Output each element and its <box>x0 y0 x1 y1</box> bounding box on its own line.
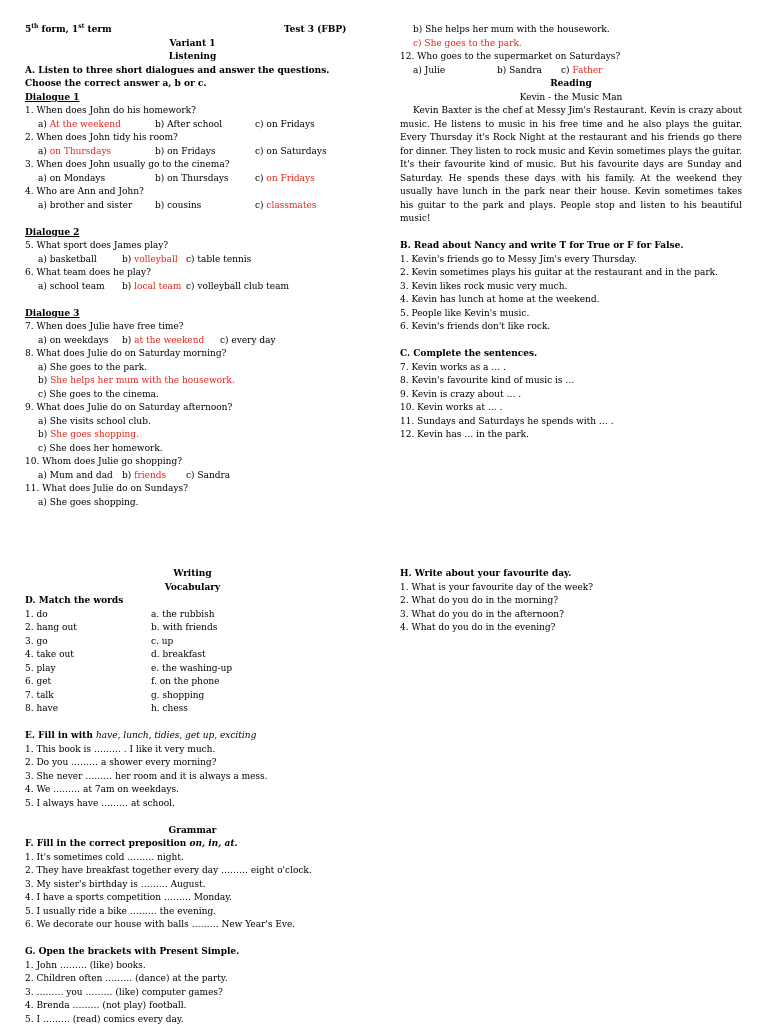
correct-answer: local team <box>134 282 181 292</box>
match-right: d. breakfast <box>151 649 206 663</box>
dialogue-heading: Dialogue 1 <box>25 92 360 106</box>
task-item: 2. Do you ……… a shower every morning? <box>25 757 360 771</box>
correct-answer: on Fridays <box>266 174 314 184</box>
task-item: 2. Children often ……… (dance) at the party. <box>25 973 360 987</box>
correct-answer: She helps her mum with the housework. <box>50 376 235 386</box>
task-item: 7. Kevin works as a … . <box>400 362 742 376</box>
answer-options: a) At the weekend b) After school c) on Fridays <box>25 119 360 133</box>
question: 2. When does John tidy his room? <box>25 132 360 146</box>
answer-option: a) She goes shopping. <box>25 497 360 511</box>
dialogue-heading: Dialogue 3 <box>25 308 360 322</box>
task-heading: F. Fill in the correct preposition on, in, at. <box>25 838 360 852</box>
question: 10. Whom does Julie go shopping? <box>25 456 360 470</box>
match-left: 1. do <box>25 609 151 623</box>
right-bottom-column <box>400 568 742 636</box>
task-heading: H. Write about your favourite day. <box>400 568 742 582</box>
answer-options: a) school team b) local team c) volleyball club team <box>25 281 360 295</box>
match-right: g. shopping <box>151 690 204 704</box>
answer-options: a) Mum and dad b) friends c) Sandra <box>25 470 360 484</box>
task-item: 8. Kevin's favourite kind of music is … <box>400 375 742 389</box>
correct-answer: Father <box>572 66 602 76</box>
answer-option: a) She goes to the park. <box>25 362 360 376</box>
answer-option: b) She goes shopping. <box>25 429 360 443</box>
task-item: 2. What do you do in the morning? <box>400 595 742 609</box>
task-heading: G. Open the brackets with Present Simple. <box>25 946 360 960</box>
match-right: a. the rubbish <box>151 609 215 623</box>
header-line <box>25 24 360 38</box>
right-column <box>400 24 742 443</box>
task-item: 1. It's sometimes cold ……… night. <box>25 852 360 866</box>
task-item: 3. She never ……… her room and it is always a mess. <box>25 771 360 785</box>
instruction-a: A. Listen to three short dialogues and answer the questions. Choose the correct answer a, b or c. <box>25 65 360 92</box>
task-item: 1. Kevin's friends go to Messy Jim's every Thursday. <box>400 254 742 268</box>
question: 1. When does John do his homework? <box>25 105 360 119</box>
match-left: 3. go <box>25 636 151 650</box>
question: 8. What does Julie do on Saturday morning? <box>25 348 360 362</box>
correct-answer: c) She goes to the park. <box>400 38 742 52</box>
answer-options: a) Julie b) Sandra c) Father <box>400 65 742 79</box>
correct-answer: at the weekend <box>134 336 204 346</box>
task-item: 5. I usually ride a bike ……… the evening. <box>25 906 360 920</box>
task-item: 4. Brenda ……… (not play) football. <box>25 1000 360 1014</box>
answer-options: a) on Mondays b) on Thursdays c) on Fridays <box>25 173 360 187</box>
correct-answer: At the weekend <box>50 120 121 130</box>
match-left: 5. play <box>25 663 151 677</box>
match-right: b. with friends <box>151 622 217 636</box>
task-item: 6. We decorate our house with balls ……… New Year's Eve. <box>25 919 360 933</box>
answer-option: c) She does her homework. <box>25 443 360 457</box>
match-right: c. up <box>151 636 173 650</box>
question: 4. Who are Ann and John? <box>25 186 360 200</box>
task-item: 11. Sundays and Saturdays he spends with … . <box>400 416 742 430</box>
task-item: 4. I have a sports competition ……… Monday. <box>25 892 360 906</box>
match-right: h. chess <box>151 703 188 717</box>
task-item: 4. We ……… at 7am on weekdays. <box>25 784 360 798</box>
answer-option: a) She visits school club. <box>25 416 360 430</box>
section-heading: Vocabulary <box>25 582 360 596</box>
task-item: 4. Kevin has lunch at home at the weekend. <box>400 294 742 308</box>
correct-answer: friends <box>134 471 166 481</box>
task-item: 1. This book is ……… . I like it very much. <box>25 744 360 758</box>
task-item: 10. Kevin works at … . <box>400 402 742 416</box>
answer-option: c) She goes to the cinema. <box>25 389 360 403</box>
question: 6. What team does he play? <box>25 267 360 281</box>
question: 3. When does John usually go to the cinema? <box>25 159 360 173</box>
question: 12. Who goes to the supermarket on Saturdays? <box>400 51 742 65</box>
task-item: 4. What do you do in the evening? <box>400 622 742 636</box>
answer-options: a) on weekdays b) at the weekend c) every day <box>25 335 360 349</box>
match-left: 7. talk <box>25 690 151 704</box>
section-heading: Listening <box>25 51 360 65</box>
task-heading: D. Match the words <box>25 595 360 609</box>
answer-options: a) on Thursdays b) on Fridays c) on Saturdays <box>25 146 360 160</box>
question: 9. What does Julie do on Saturday afternoon? <box>25 402 360 416</box>
match-row <box>25 676 360 690</box>
answer-options: a) brother and sister b) cousins c) classmates <box>25 200 360 214</box>
section-heading: Writing <box>25 568 360 582</box>
match-left: 6. get <box>25 676 151 690</box>
task-item: 1. John ……… (like) books. <box>25 960 360 974</box>
answer-options: a) basketball b) volleyball c) table tennis <box>25 254 360 268</box>
task-item: 3. Kevin likes rock music very much. <box>400 281 742 295</box>
section-heading: Grammar <box>25 825 360 839</box>
task-item: 1. What is your favourite day of the week? <box>400 582 742 596</box>
match-row <box>25 663 360 677</box>
section-heading: Reading <box>400 78 742 92</box>
task-item: 5. People like Kevin's music. <box>400 308 742 322</box>
dialogue-heading: Dialogue 2 <box>25 227 360 241</box>
form-label: 5th form, 1st term <box>25 25 112 35</box>
question: 11. What does Julie do on Sundays? <box>25 483 360 497</box>
reading-text: Kevin Baxter is the chef at Messy Jim's Restaurant. Kevin is crazy about music. He listens to music in his free time and he also plays the guitar. Every Thursday it's Rock Night at the restaurant and his friends go there for dinner. They listen to rock music and Kevin sometimes plays the guitar. It's their favourite kind of music. But his favourite days are Sunday and Saturday. He spends these days with his family. At the weekend they usually have lunch in the park near their house. Kevin sometimes takes his guitar to the park and plays. People stop and listen to his beautiful music! <box>400 105 742 227</box>
answer-option: b) She helps her mum with the housework. <box>25 375 360 389</box>
match-row <box>25 609 360 623</box>
reading-title: Kevin - the Music Man <box>400 92 742 106</box>
question: 5. What sport does James play? <box>25 240 360 254</box>
task-item: 2. They have breakfast together every day ……… eight o'clock. <box>25 865 360 879</box>
match-row <box>25 636 360 650</box>
correct-answer: classmates <box>266 201 316 211</box>
task-item: 3. What do you do in the afternoon? <box>400 609 742 623</box>
variant-label: Variant 1 <box>25 38 360 52</box>
match-left: 2. hang out <box>25 622 151 636</box>
match-row <box>25 690 360 704</box>
task-heading: C. Complete the sentences. <box>400 348 742 362</box>
match-left: 8. have <box>25 703 151 717</box>
correct-answer: volleyball <box>134 255 178 265</box>
task-item: 2. Kevin sometimes plays his guitar at the restaurant and in the park. <box>400 267 742 281</box>
match-right: f. on the phone <box>151 676 220 690</box>
task-item: 6. Kevin's friends don't like rock. <box>400 321 742 335</box>
task-heading: B. Read about Nancy and write T for True or F for False. <box>400 240 742 254</box>
test-label: Test 3 (FBP) <box>284 24 346 38</box>
question: 7. When does Julie have free time? <box>25 321 360 335</box>
task-item: 5. I ……… (read) comics every day. <box>25 1014 360 1027</box>
match-row <box>25 703 360 717</box>
correct-answer: She goes shopping. <box>50 430 139 440</box>
task-heading: E. Fill in with have, lunch, tidies, get up, exciting <box>25 730 360 744</box>
correct-answer: on Thursdays <box>50 147 111 157</box>
answer-option: b) She helps her mum with the housework. <box>400 24 742 38</box>
left-bottom-column <box>25 568 360 1027</box>
match-list <box>25 609 360 717</box>
task-item: 9. Kevin is crazy about … . <box>400 389 742 403</box>
task-item: 3. My sister's birthday is ……… August. <box>25 879 360 893</box>
task-item: 5. I always have ……… at school. <box>25 798 360 812</box>
match-row <box>25 622 360 636</box>
task-item: 12. Kevin has … in the park. <box>400 429 742 443</box>
match-right: e. the washing-up <box>151 663 232 677</box>
left-column <box>25 24 360 510</box>
match-left: 4. take out <box>25 649 151 663</box>
match-row <box>25 649 360 663</box>
task-item: 3. ……… you ……… (like) computer games? <box>25 987 360 1001</box>
